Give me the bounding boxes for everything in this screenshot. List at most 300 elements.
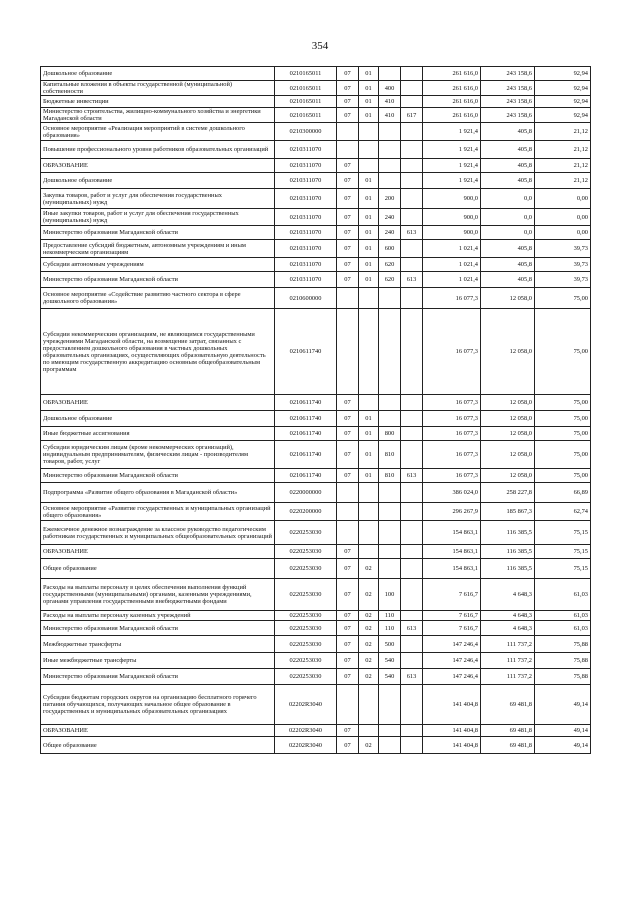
- row-actual-amount: 258 227,8: [481, 483, 535, 503]
- row-name: ОБРАЗОВАНИЕ: [41, 395, 275, 411]
- row-subsection-code: 01: [359, 469, 379, 483]
- table-row: [41, 545, 591, 559]
- row-actual-amount: 116 385,5: [481, 559, 535, 579]
- row-expense-type: [379, 309, 401, 395]
- row-subsection-code: [359, 288, 379, 309]
- table-row: [41, 309, 591, 395]
- row-expense-type: [379, 395, 401, 411]
- row-subsection-code: 01: [359, 226, 379, 240]
- row-plan-amount: 16 077,3: [423, 427, 481, 441]
- row-percent: 75,00: [535, 288, 591, 309]
- row-csr-code: 0210165011: [275, 81, 337, 96]
- row-csr-code: 0210311070: [275, 159, 337, 173]
- row-name: ОБРАЗОВАНИЕ: [41, 725, 275, 737]
- row-percent: 75,00: [535, 395, 591, 411]
- row-name: Бюджетные инвестиции: [41, 96, 275, 108]
- row-name: ОБРАЗОВАНИЕ: [41, 545, 275, 559]
- row-csr-code: 0210600000: [275, 288, 337, 309]
- row-plan-amount: 1 021,4: [423, 272, 481, 288]
- row-section-code: 07: [337, 173, 359, 189]
- row-actual-amount: 4 648,3: [481, 579, 535, 611]
- table-row: [41, 685, 591, 725]
- row-admin-code: [401, 173, 423, 189]
- row-section-code: [337, 141, 359, 159]
- row-name: ОБРАЗОВАНИЕ: [41, 159, 275, 173]
- row-plan-amount: 154 863,1: [423, 545, 481, 559]
- row-subsection-code: [359, 395, 379, 411]
- row-name: Предоставление субсидий бюджетным, автономным учреждениям и иным некоммерческим организациям: [41, 240, 275, 258]
- row-expense-type: 110: [379, 621, 401, 636]
- table-row: [41, 427, 591, 441]
- row-plan-amount: 16 077,3: [423, 469, 481, 483]
- row-csr-code: 0220253030: [275, 579, 337, 611]
- row-name: Субсидии юридическим лицам (кроме некоммерческих организаций), индивидуальным предпринимателям, физическим лицам - производителям товаров, работ, услуг: [41, 441, 275, 469]
- row-percent: 21,12: [535, 173, 591, 189]
- row-section-code: 07: [337, 737, 359, 754]
- row-actual-amount: 185 867,3: [481, 503, 535, 521]
- row-section-code: 07: [337, 189, 359, 209]
- row-expense-type: [379, 521, 401, 545]
- row-admin-code: [401, 258, 423, 272]
- row-expense-type: 410: [379, 96, 401, 108]
- row-percent: 49,14: [535, 725, 591, 737]
- row-actual-amount: 243 158,6: [481, 108, 535, 123]
- row-name: Министерство образования Магаданской области: [41, 272, 275, 288]
- row-expense-type: [379, 483, 401, 503]
- row-actual-amount: 12 058,0: [481, 427, 535, 441]
- row-expense-type: 200: [379, 189, 401, 209]
- row-actual-amount: 405,8: [481, 173, 535, 189]
- row-subsection-code: [359, 521, 379, 545]
- row-expense-type: [379, 67, 401, 81]
- row-percent: 75,88: [535, 653, 591, 669]
- row-subsection-code: 01: [359, 258, 379, 272]
- row-csr-code: 0210611740: [275, 441, 337, 469]
- row-expense-type: 810: [379, 441, 401, 469]
- row-name: Субсидии бюджетам городских округов на организацию бесплатного горячего питания обучающихся, получающих начальное общее образование в государственных и муниципальных образовательных организациях: [41, 685, 275, 725]
- row-admin-code: [401, 159, 423, 173]
- table-row: [41, 226, 591, 240]
- row-subsection-code: 01: [359, 173, 379, 189]
- row-expense-type: [379, 503, 401, 521]
- row-name: Межбюджетные трансферты: [41, 636, 275, 653]
- row-percent: 75,00: [535, 469, 591, 483]
- row-expense-type: 810: [379, 469, 401, 483]
- row-name: Капитальные вложения в объекты государственной (муниципальной) собственности: [41, 81, 275, 96]
- row-actual-amount: 243 158,6: [481, 81, 535, 96]
- row-actual-amount: 0,0: [481, 226, 535, 240]
- row-admin-code: [401, 611, 423, 621]
- row-plan-amount: 147 246,4: [423, 653, 481, 669]
- row-expense-type: 100: [379, 579, 401, 611]
- row-name: Министерство строительства, жилищно-коммунального хозяйства и энергетики Магаданской области: [41, 108, 275, 123]
- table-row: [41, 123, 591, 141]
- row-expense-type: [379, 737, 401, 754]
- row-percent: 61,03: [535, 611, 591, 621]
- row-actual-amount: 4 648,3: [481, 621, 535, 636]
- row-section-code: [337, 521, 359, 545]
- row-actual-amount: 111 737,2: [481, 636, 535, 653]
- row-actual-amount: 12 058,0: [481, 469, 535, 483]
- row-name: Повышение профессионального уровня работников образовательных организаций: [41, 141, 275, 159]
- row-section-code: [337, 309, 359, 395]
- row-name: Иные бюджетные ассигнования: [41, 427, 275, 441]
- row-name: Расходы на выплаты персоналу казенных учреждений: [41, 611, 275, 621]
- row-name: Основное мероприятие «Реализация мероприятий в системе дошкольного образования»: [41, 123, 275, 141]
- row-plan-amount: 141 404,8: [423, 685, 481, 725]
- row-expense-type: [379, 411, 401, 427]
- row-admin-code: 617: [401, 108, 423, 123]
- row-actual-amount: 12 058,0: [481, 395, 535, 411]
- row-subsection-code: 01: [359, 272, 379, 288]
- row-percent: 75,88: [535, 636, 591, 653]
- row-actual-amount: 111 737,2: [481, 669, 535, 685]
- row-section-code: 07: [337, 96, 359, 108]
- row-percent: 0,00: [535, 226, 591, 240]
- row-section-code: 07: [337, 621, 359, 636]
- row-actual-amount: 12 058,0: [481, 411, 535, 427]
- row-actual-amount: 405,8: [481, 272, 535, 288]
- row-expense-type: 600: [379, 240, 401, 258]
- row-csr-code: 0210611740: [275, 469, 337, 483]
- row-percent: 39,73: [535, 258, 591, 272]
- row-plan-amount: 7 616,7: [423, 579, 481, 611]
- row-expense-type: 400: [379, 81, 401, 96]
- table-row: [41, 653, 591, 669]
- row-subsection-code: 02: [359, 611, 379, 621]
- row-percent: 0,00: [535, 209, 591, 226]
- row-csr-code: 02202R3040: [275, 685, 337, 725]
- row-plan-amount: 386 024,0: [423, 483, 481, 503]
- row-admin-code: 613: [401, 226, 423, 240]
- row-actual-amount: 405,8: [481, 258, 535, 272]
- row-csr-code: 0210611740: [275, 427, 337, 441]
- row-admin-code: [401, 579, 423, 611]
- row-plan-amount: 154 863,1: [423, 521, 481, 545]
- table-row: [41, 288, 591, 309]
- row-admin-code: 613: [401, 621, 423, 636]
- row-section-code: 07: [337, 559, 359, 579]
- row-section-code: [337, 123, 359, 141]
- row-actual-amount: 12 058,0: [481, 288, 535, 309]
- row-csr-code: 0220253030: [275, 545, 337, 559]
- row-csr-code: 0220000000: [275, 483, 337, 503]
- row-admin-code: [401, 209, 423, 226]
- budget-table: [40, 66, 591, 754]
- row-plan-amount: 7 616,7: [423, 611, 481, 621]
- row-name: Министерство образования Магаданской области: [41, 226, 275, 240]
- row-expense-type: 240: [379, 209, 401, 226]
- row-actual-amount: 405,8: [481, 159, 535, 173]
- row-admin-code: [401, 483, 423, 503]
- row-percent: 75,00: [535, 427, 591, 441]
- row-section-code: [337, 503, 359, 521]
- row-plan-amount: 1 021,4: [423, 240, 481, 258]
- row-name: Иные межбюджетные трансферты: [41, 653, 275, 669]
- row-section-code: 07: [337, 395, 359, 411]
- row-percent: 75,15: [535, 521, 591, 545]
- row-actual-amount: 116 385,5: [481, 521, 535, 545]
- row-admin-code: [401, 685, 423, 725]
- row-name: Субсидии некоммерческим организациям, не являющимся государственными учреждениями Магаданской области, на возмещение затрат, связанных с предоставлением дошкольного образования в частных дошкольных образовательных организациях, осуществляющих образовательную деятельность по имеющим государственную аккредитацию основным общеобразовательным программам: [41, 309, 275, 395]
- row-admin-code: [401, 737, 423, 754]
- row-percent: 75,88: [535, 669, 591, 685]
- row-percent: 92,94: [535, 96, 591, 108]
- row-plan-amount: 147 246,4: [423, 669, 481, 685]
- row-plan-amount: 296 267,9: [423, 503, 481, 521]
- row-csr-code: 0220200000: [275, 503, 337, 521]
- row-subsection-code: [359, 503, 379, 521]
- row-percent: 0,00: [535, 189, 591, 209]
- row-plan-amount: 1 921,4: [423, 173, 481, 189]
- row-percent: 61,03: [535, 621, 591, 636]
- row-csr-code: 0210611740: [275, 395, 337, 411]
- row-admin-code: [401, 309, 423, 395]
- row-percent: 21,12: [535, 141, 591, 159]
- row-percent: 61,03: [535, 579, 591, 611]
- row-section-code: 07: [337, 653, 359, 669]
- row-percent: 39,73: [535, 240, 591, 258]
- row-plan-amount: 141 404,8: [423, 725, 481, 737]
- row-subsection-code: 01: [359, 209, 379, 226]
- row-expense-type: [379, 559, 401, 579]
- row-name: Расходы на выплаты персоналу в целях обеспечения выполнения функций государственными (муниципальными) органами, казенными учреждениями, органами управления государственными внебюджетными фондами: [41, 579, 275, 611]
- row-percent: 66,89: [535, 483, 591, 503]
- row-section-code: 07: [337, 545, 359, 559]
- row-admin-code: 613: [401, 272, 423, 288]
- row-actual-amount: 116 385,5: [481, 545, 535, 559]
- row-subsection-code: [359, 483, 379, 503]
- row-expense-type: [379, 173, 401, 189]
- row-section-code: 07: [337, 159, 359, 173]
- row-csr-code: 0220253030: [275, 611, 337, 621]
- row-admin-code: [401, 653, 423, 669]
- row-expense-type: 240: [379, 226, 401, 240]
- row-name: Ежемесячное денежное вознаграждение за классное руководство педагогическим работникам государственных и муниципальных общеобразовательных организаций: [41, 521, 275, 545]
- row-subsection-code: 01: [359, 81, 379, 96]
- row-plan-amount: 154 863,1: [423, 559, 481, 579]
- row-csr-code: 0210311070: [275, 173, 337, 189]
- row-csr-code: 0210311070: [275, 226, 337, 240]
- row-subsection-code: 01: [359, 108, 379, 123]
- row-csr-code: 0210311070: [275, 258, 337, 272]
- row-name: Министерство образования Магаданской области: [41, 621, 275, 636]
- row-section-code: 07: [337, 226, 359, 240]
- row-plan-amount: 1 021,4: [423, 258, 481, 272]
- table-row: [41, 669, 591, 685]
- row-percent: 21,12: [535, 159, 591, 173]
- row-expense-type: 500: [379, 636, 401, 653]
- row-csr-code: 0210311070: [275, 209, 337, 226]
- row-plan-amount: 16 077,3: [423, 441, 481, 469]
- row-name: Иные закупки товаров, работ и услуг для обеспечения государственных (муниципальных) нужд: [41, 209, 275, 226]
- row-section-code: [337, 483, 359, 503]
- row-admin-code: [401, 123, 423, 141]
- row-csr-code: 0210165011: [275, 96, 337, 108]
- row-subsection-code: 02: [359, 621, 379, 636]
- table-row: [41, 521, 591, 545]
- row-plan-amount: 261 616,0: [423, 81, 481, 96]
- row-plan-amount: 147 246,4: [423, 636, 481, 653]
- table-row: [41, 579, 591, 611]
- row-csr-code: 0210311070: [275, 141, 337, 159]
- row-subsection-code: 02: [359, 653, 379, 669]
- row-actual-amount: 4 648,3: [481, 611, 535, 621]
- row-plan-amount: 16 077,3: [423, 309, 481, 395]
- table-row: [41, 441, 591, 469]
- row-section-code: [337, 288, 359, 309]
- row-percent: 75,00: [535, 309, 591, 395]
- row-section-code: 07: [337, 441, 359, 469]
- row-section-code: 07: [337, 272, 359, 288]
- row-csr-code: 0210165011: [275, 108, 337, 123]
- row-csr-code: 0210311070: [275, 240, 337, 258]
- row-section-code: 07: [337, 411, 359, 427]
- row-subsection-code: [359, 725, 379, 737]
- row-subsection-code: 01: [359, 240, 379, 258]
- row-section-code: 07: [337, 579, 359, 611]
- row-plan-amount: 7 616,7: [423, 621, 481, 636]
- row-csr-code: 0220253030: [275, 653, 337, 669]
- row-expense-type: 620: [379, 272, 401, 288]
- row-csr-code: 0210311070: [275, 272, 337, 288]
- table-row: [41, 469, 591, 483]
- row-name: Закупка товаров, работ и услуг для обеспечения государственных (муниципальных) нужд: [41, 189, 275, 209]
- table-row: [41, 108, 591, 123]
- row-section-code: 07: [337, 209, 359, 226]
- row-admin-code: [401, 636, 423, 653]
- row-name: Основное мероприятие «Развитие государственных и муниципальных организаций общего образования»: [41, 503, 275, 521]
- row-actual-amount: 405,8: [481, 141, 535, 159]
- row-admin-code: [401, 240, 423, 258]
- row-percent: 75,00: [535, 441, 591, 469]
- row-name: Министерство образования Магаданской области: [41, 669, 275, 685]
- row-subsection-code: 01: [359, 441, 379, 469]
- table-row: [41, 209, 591, 226]
- row-expense-type: 800: [379, 427, 401, 441]
- table-row: [41, 483, 591, 503]
- row-subsection-code: [359, 685, 379, 725]
- row-plan-amount: 900,0: [423, 226, 481, 240]
- row-expense-type: 410: [379, 108, 401, 123]
- row-csr-code: 02202R3040: [275, 725, 337, 737]
- table-row: [41, 240, 591, 258]
- row-admin-code: [401, 395, 423, 411]
- row-admin-code: [401, 189, 423, 209]
- row-section-code: 07: [337, 636, 359, 653]
- row-percent: 62,74: [535, 503, 591, 521]
- row-actual-amount: 243 158,6: [481, 96, 535, 108]
- row-expense-type: 540: [379, 653, 401, 669]
- row-section-code: [337, 685, 359, 725]
- row-section-code: 07: [337, 81, 359, 96]
- row-expense-type: [379, 725, 401, 737]
- row-subsection-code: 01: [359, 427, 379, 441]
- row-expense-type: [379, 685, 401, 725]
- table-row: [41, 503, 591, 521]
- row-percent: 92,94: [535, 67, 591, 81]
- row-actual-amount: 69 481,8: [481, 685, 535, 725]
- row-plan-amount: 16 077,3: [423, 395, 481, 411]
- row-section-code: 07: [337, 67, 359, 81]
- row-name: Общее образование: [41, 737, 275, 754]
- row-plan-amount: 261 616,0: [423, 108, 481, 123]
- row-actual-amount: 405,8: [481, 240, 535, 258]
- row-name: Дошкольное образование: [41, 411, 275, 427]
- row-actual-amount: 69 481,8: [481, 737, 535, 754]
- row-admin-code: [401, 559, 423, 579]
- row-subsection-code: 02: [359, 669, 379, 685]
- row-section-code: 07: [337, 669, 359, 685]
- row-admin-code: [401, 96, 423, 108]
- table-row: [41, 411, 591, 427]
- row-csr-code: 0220253030: [275, 559, 337, 579]
- row-expense-type: 620: [379, 258, 401, 272]
- row-percent: 92,94: [535, 108, 591, 123]
- row-actual-amount: 69 481,8: [481, 725, 535, 737]
- row-subsection-code: [359, 123, 379, 141]
- row-percent: 39,73: [535, 272, 591, 288]
- row-admin-code: [401, 725, 423, 737]
- row-expense-type: [379, 123, 401, 141]
- row-name: Основное мероприятие «Содействие развитию частного сектора в сфере дошкольного образования»: [41, 288, 275, 309]
- table-row: [41, 96, 591, 108]
- row-plan-amount: 900,0: [423, 189, 481, 209]
- row-subsection-code: [359, 309, 379, 395]
- row-admin-code: [401, 521, 423, 545]
- table-row: [41, 559, 591, 579]
- row-expense-type: 540: [379, 669, 401, 685]
- row-actual-amount: 0,0: [481, 209, 535, 226]
- row-name: Подпрограмма «Развитие общего образования в Магаданской области»: [41, 483, 275, 503]
- row-actual-amount: 12 058,0: [481, 309, 535, 395]
- row-section-code: 07: [337, 469, 359, 483]
- row-expense-type: [379, 545, 401, 559]
- table-row: [41, 189, 591, 209]
- row-percent: 75,15: [535, 559, 591, 579]
- table-row: [41, 141, 591, 159]
- row-expense-type: 110: [379, 611, 401, 621]
- row-csr-code: 0210611740: [275, 411, 337, 427]
- row-plan-amount: 16 077,3: [423, 411, 481, 427]
- row-admin-code: [401, 503, 423, 521]
- row-admin-code: [401, 411, 423, 427]
- row-section-code: 07: [337, 611, 359, 621]
- row-actual-amount: 12 058,0: [481, 441, 535, 469]
- row-plan-amount: 1 921,4: [423, 159, 481, 173]
- row-percent: 75,15: [535, 545, 591, 559]
- row-subsection-code: 01: [359, 96, 379, 108]
- row-actual-amount: 405,8: [481, 123, 535, 141]
- row-plan-amount: 16 077,3: [423, 288, 481, 309]
- row-name: Субсидии автономным учреждениям: [41, 258, 275, 272]
- table-row: [41, 725, 591, 737]
- row-name: Министерство образования Магаданской области: [41, 469, 275, 483]
- row-admin-code: [401, 81, 423, 96]
- table-row: [41, 636, 591, 653]
- row-percent: 75,00: [535, 411, 591, 427]
- row-csr-code: 02202R3040: [275, 737, 337, 754]
- row-admin-code: 613: [401, 469, 423, 483]
- table-row: [41, 159, 591, 173]
- row-name: Дошкольное образование: [41, 173, 275, 189]
- row-plan-amount: 261 616,0: [423, 96, 481, 108]
- row-subsection-code: 01: [359, 67, 379, 81]
- row-expense-type: [379, 159, 401, 173]
- table-row: [41, 621, 591, 636]
- row-actual-amount: 243 158,6: [481, 67, 535, 81]
- row-admin-code: 613: [401, 669, 423, 685]
